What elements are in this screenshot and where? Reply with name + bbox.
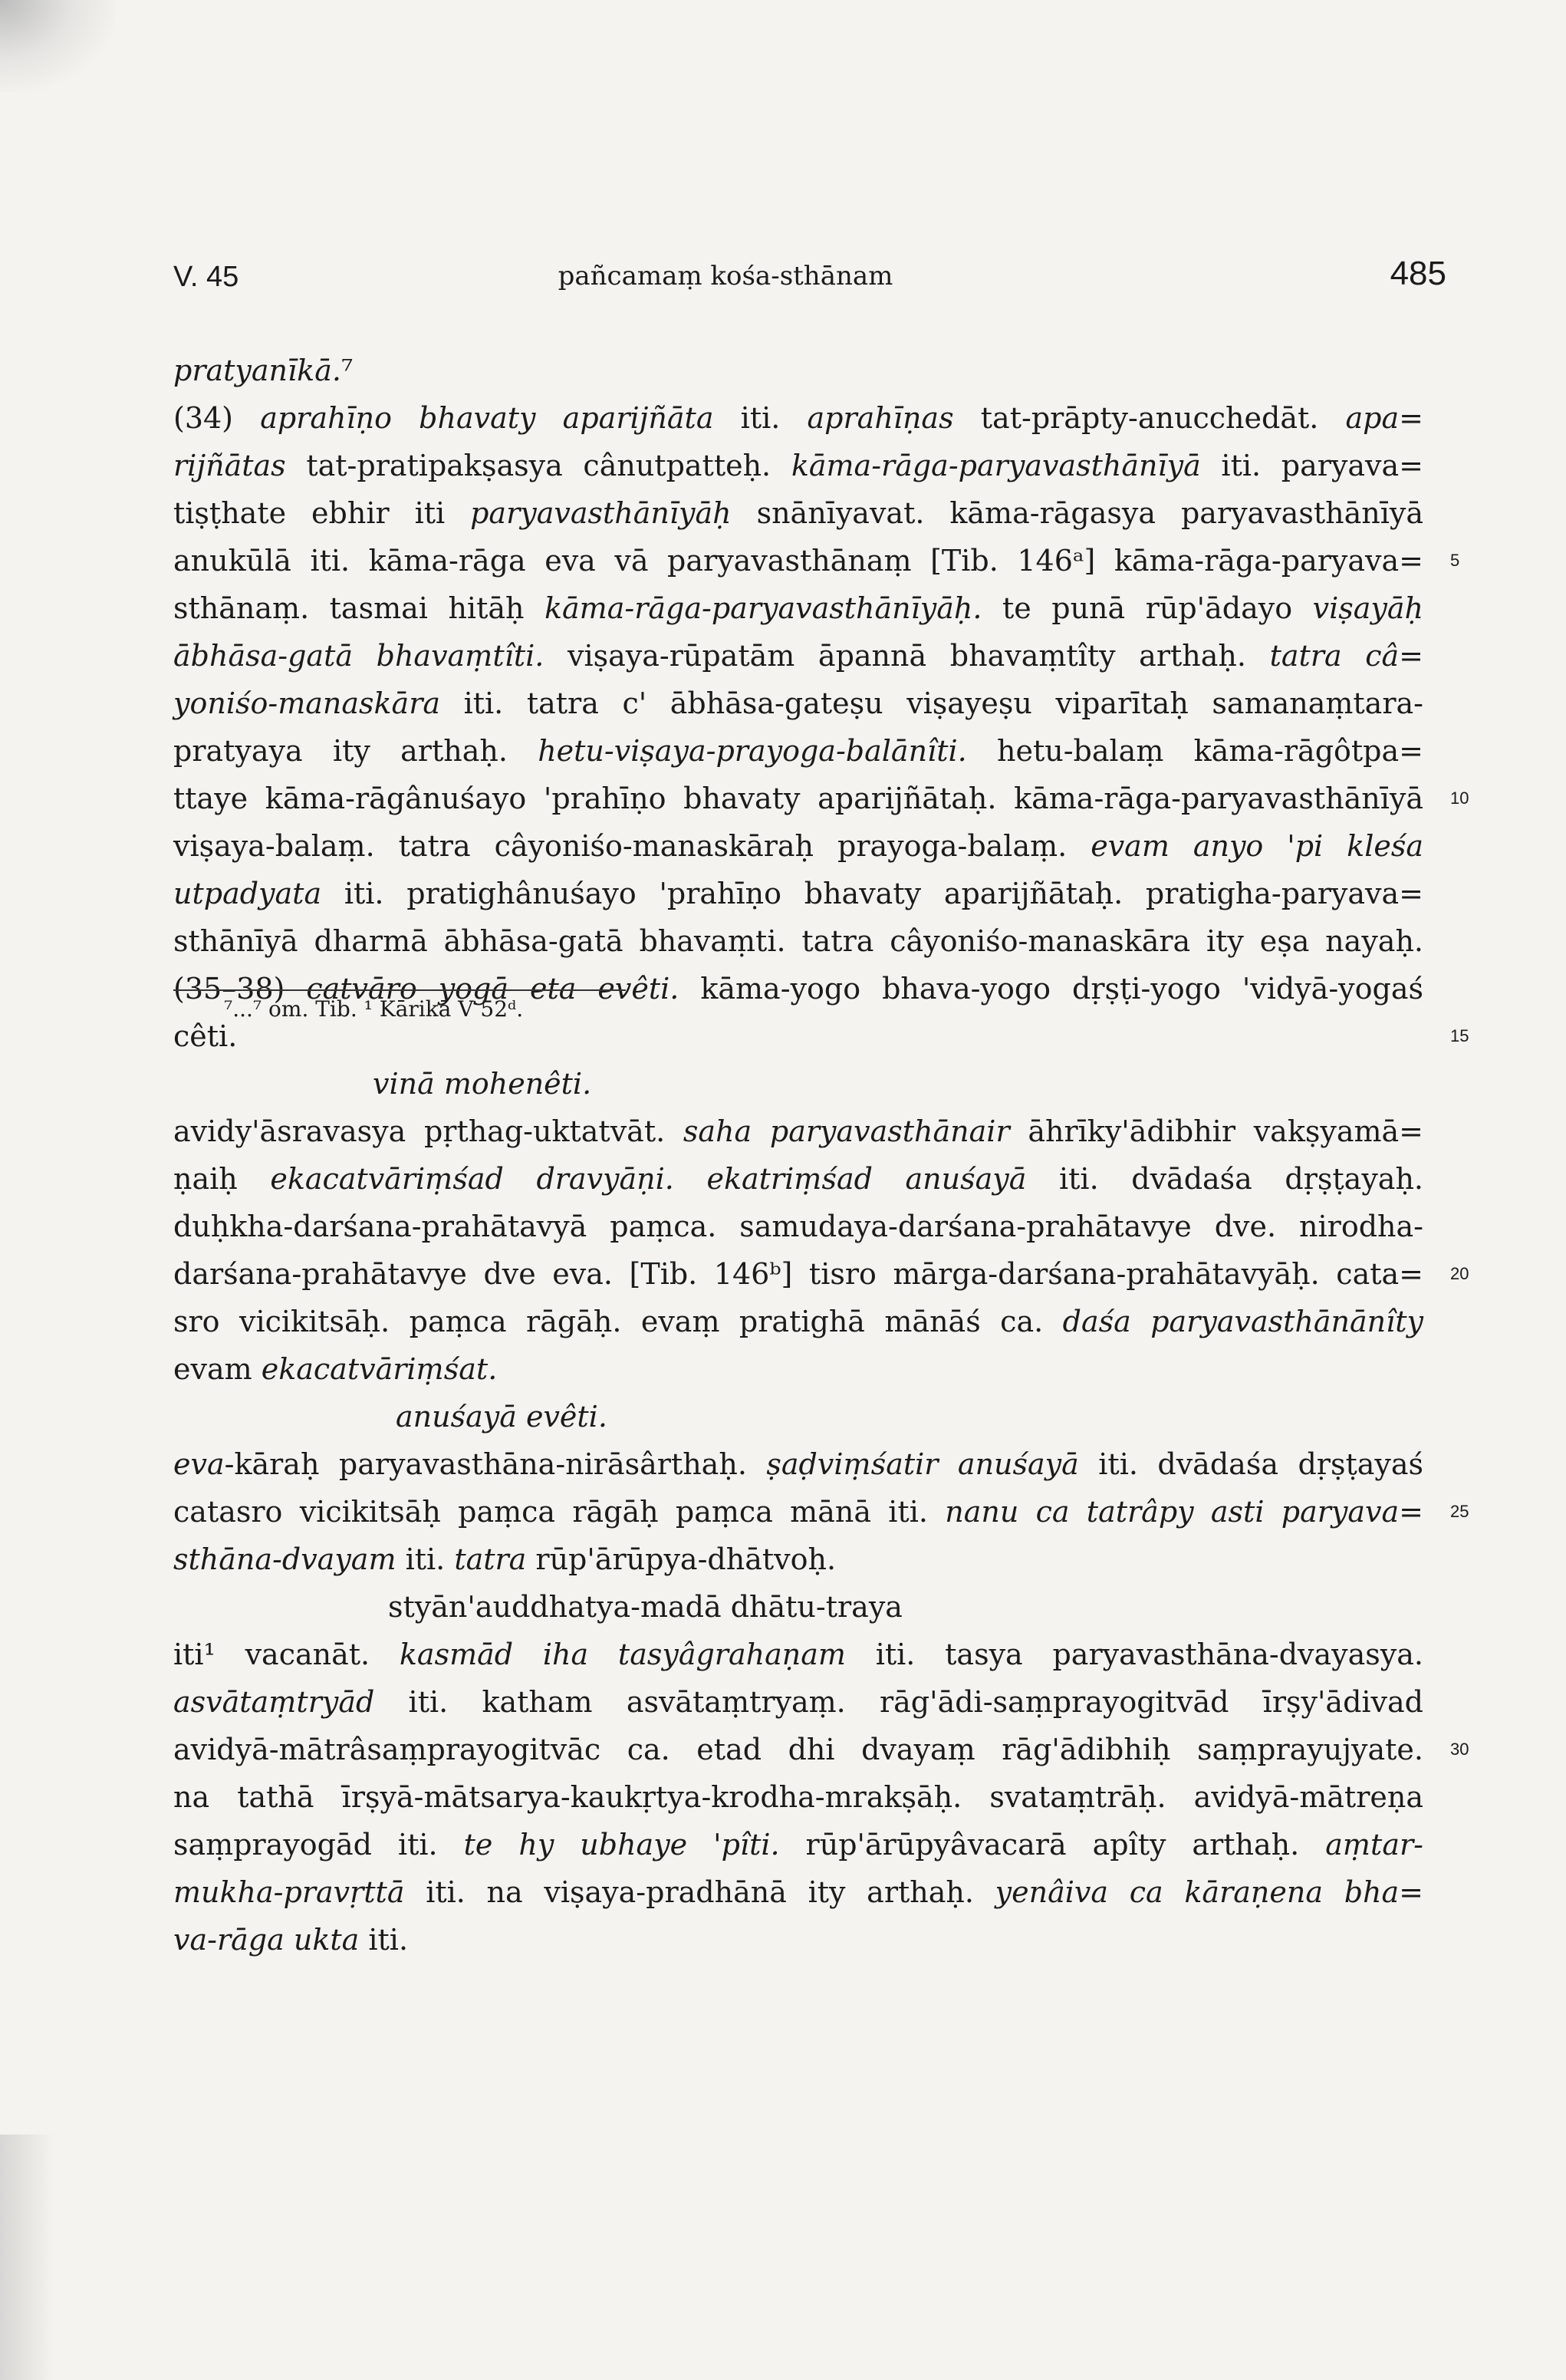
italic-segment: eva bbox=[173, 1447, 225, 1481]
text-segment: āhrīky'ādibhir vakṣyamā= bbox=[1009, 1114, 1424, 1148]
text-line bbox=[173, 1916, 1423, 1964]
italic-segment: mukha-pravṛttā bbox=[173, 1875, 405, 1909]
italic-segment: viṣayāḥ bbox=[1312, 591, 1423, 625]
text-segment: ttaye kāma-rāgânuśayo 'prahīṇo bhavaty aparijñātaḥ. kāma-rāga-paryavasthānīyā bbox=[173, 782, 1423, 815]
italic-segment: kasmād iha tasyâgrahaṇam bbox=[399, 1638, 846, 1671]
text-segment: avidy'āsravasya pṛthag-uktatvāt. bbox=[173, 1114, 683, 1148]
text-segment: duḥkha-darśana-prahātavyā paṃca. samudaya-darśana-prahātavye dve. nirodha- bbox=[173, 1210, 1423, 1243]
italic-segment: pratyanīkā. bbox=[173, 354, 341, 387]
line-number: 20 bbox=[1450, 1264, 1469, 1283]
line-number: 30 bbox=[1450, 1740, 1469, 1759]
text-line bbox=[173, 727, 1423, 775]
text-line bbox=[173, 1203, 1423, 1250]
text-line bbox=[173, 632, 1423, 680]
text-line bbox=[173, 1583, 1423, 1631]
text-segment: te punā rūp'ādayo bbox=[982, 591, 1313, 625]
italic-segment: ekacatvāriṃśat. bbox=[261, 1352, 498, 1386]
text-segment: iti. pratighânuśayo 'prahīṇo bhavaty aparijñātaḥ. pratigha-paryava= bbox=[321, 877, 1423, 910]
line-number: 15 bbox=[1450, 1026, 1469, 1045]
text-line bbox=[173, 775, 1469, 822]
italic-segment: hetu-viṣaya-prayoga-balānîti. bbox=[538, 734, 967, 768]
text-line bbox=[173, 1060, 1423, 1108]
text-line bbox=[173, 822, 1423, 870]
text-line bbox=[173, 1155, 1423, 1203]
text-segment: pratyaya ity arthaḥ. bbox=[173, 734, 538, 768]
italic-segment: ekatriṃśad anuśayā bbox=[706, 1162, 1027, 1196]
text-line bbox=[173, 1773, 1423, 1821]
text-segment: iti. paryava= bbox=[1200, 449, 1423, 482]
italic-segment: aprahīṇas bbox=[807, 401, 954, 435]
italic-segment: yoniśo-manaskāra bbox=[173, 686, 441, 720]
text-line bbox=[173, 1250, 1469, 1298]
scan-shadow-bottom bbox=[0, 2135, 54, 2380]
italic-segment: ṣaḍviṃśatir anuśayā bbox=[766, 1447, 1079, 1481]
italic-segment: te hy ubhaye 'pîti. bbox=[463, 1828, 780, 1862]
text-line bbox=[173, 347, 1423, 394]
italic-segment: ābhāsa-gatā bhavaṃtîti. bbox=[173, 639, 544, 673]
text-line bbox=[173, 1678, 1423, 1726]
text-line bbox=[173, 917, 1423, 965]
text-segment: tat-pratipakṣasya cânutpatteḥ. bbox=[285, 449, 791, 482]
text-line bbox=[173, 1440, 1423, 1488]
text-segment: iti. katham asvātaṃtryaṃ. rāg'ādi-saṃprayogitvād īrṣy'ādivad bbox=[374, 1685, 1423, 1719]
italic-segment: evam anyo 'pi kleśa bbox=[1091, 829, 1423, 863]
italic-segment: vinā mohenêti. bbox=[373, 1067, 592, 1101]
text-segment: tiṣṭhate ebhir iti bbox=[173, 496, 471, 530]
text-line bbox=[173, 394, 1423, 442]
section-ref: V. 45 bbox=[173, 261, 239, 293]
text-segment: na tathā īrṣyā-mātsarya-kaukṛtya-krodha-mrakṣāḥ. svataṃtrāḥ. avidyā-mātreṇa bbox=[173, 1780, 1423, 1814]
text-line bbox=[173, 1631, 1423, 1678]
line-number: 25 bbox=[1450, 1502, 1469, 1521]
italic-segment: sthāna-dvayam bbox=[173, 1542, 396, 1576]
italic-segment: aprahīṇo bhavaty aparijñāta bbox=[260, 401, 714, 435]
text-line bbox=[173, 870, 1423, 917]
text-segment: iti. na viṣaya-pradhānā ity arthaḥ. bbox=[404, 1875, 995, 1909]
text-line bbox=[173, 584, 1423, 632]
italic-segment: aṃtar- bbox=[1325, 1828, 1423, 1862]
italic-segment: paryavasthānīyāḥ bbox=[470, 496, 732, 530]
italic-segment: ekacatvāriṃśad dravyāṇi. bbox=[270, 1162, 674, 1196]
text-segment: iti. tatra c' ābhāsa-gateṣu viṣayeṣu viparītaḥ samanaṃtara- bbox=[440, 686, 1423, 720]
italic-segment: tatra bbox=[454, 1542, 527, 1576]
text-segment: styān'auddhatya-madā dhātu-traya bbox=[388, 1590, 903, 1624]
text-segment: iti. bbox=[713, 401, 808, 435]
line-number: 10 bbox=[1450, 788, 1469, 808]
text-line bbox=[173, 442, 1423, 489]
italic-segment: tatra câ= bbox=[1269, 639, 1423, 673]
text-line bbox=[173, 1868, 1423, 1916]
text-line bbox=[173, 1393, 1423, 1440]
italic-segment: apa= bbox=[1345, 401, 1424, 435]
text-segment: hetu-balaṃ kāma-rāgôtpa= bbox=[966, 734, 1423, 768]
footnote-rule bbox=[173, 989, 626, 991]
text-line bbox=[173, 1488, 1469, 1536]
text-segment: iti. bbox=[396, 1542, 455, 1576]
text-segment: iti. dvādaśa dṛṣṭayaḥ. bbox=[1026, 1162, 1423, 1196]
text-line bbox=[173, 1536, 1423, 1583]
text-segment: (35–38) bbox=[173, 972, 307, 1006]
text-segment bbox=[674, 1162, 707, 1196]
text-segment: iti. dvādaśa dṛṣṭayaś bbox=[1078, 1447, 1423, 1481]
text-segment: rūp'ārūpya-dhātvoḥ. bbox=[526, 1542, 837, 1576]
main-text bbox=[173, 347, 1469, 1964]
italic-segment: saha paryavasthānair bbox=[683, 1114, 1010, 1148]
italic-segment: asvātaṃtryād bbox=[173, 1685, 375, 1719]
text-segment: snānīyavat. kāma-rāgasya paryavasthānīyā bbox=[731, 496, 1423, 530]
text-segment: (34) bbox=[173, 401, 261, 435]
italic-segment: rijñātas bbox=[173, 449, 286, 482]
text-segment: rūp'ārūpyâvacarā apîty arthaḥ. bbox=[779, 1828, 1326, 1862]
text-line bbox=[173, 537, 1460, 584]
text-line bbox=[173, 680, 1423, 727]
italic-segment: utpadyata bbox=[173, 877, 322, 910]
text-segment: viṣaya-balaṃ. tatra câyoniśo-manaskāraḥ prayoga-balaṃ. bbox=[173, 829, 1091, 863]
text-segment: avidyā-mātrâsaṃprayogitvāc ca. etad dhi dvayaṃ rāg'ādibhiḥ saṃprayujyate. bbox=[173, 1733, 1423, 1766]
text-segment: tat-prāpty-anucchedāt. bbox=[953, 401, 1346, 435]
text-segment: ⁷ bbox=[341, 354, 354, 387]
text-segment: anukūlā iti. kāma-rāga eva vā paryavasthānaṃ [Tib. 146ᵃ] kāma-rāga-paryava= bbox=[173, 544, 1423, 578]
text-line bbox=[173, 1821, 1423, 1868]
text-line bbox=[173, 1298, 1423, 1345]
text-segment: viṣaya-rūpatām āpannā bhavaṃtîty arthaḥ. bbox=[544, 639, 1270, 673]
text-segment: sthānaṃ. tasmai hitāḥ bbox=[173, 591, 544, 625]
page-number: 485 bbox=[1390, 255, 1446, 292]
text-line bbox=[173, 489, 1423, 537]
italic-segment: daśa paryavasthānānîty bbox=[1062, 1305, 1423, 1338]
text-segment: kāma-yogo bhava-yogo dṛṣṭi-yogo 'vidyā-yogaś bbox=[679, 972, 1423, 1006]
text-segment: iti¹ vacanāt. bbox=[173, 1638, 400, 1671]
text-segment: sro vicikitsāḥ. paṃca rāgāḥ. evaṃ pratighā mānāś ca. bbox=[173, 1305, 1063, 1338]
scan-shadow bbox=[0, 0, 115, 92]
running-header bbox=[173, 253, 1446, 307]
text-segment: iti. bbox=[359, 1923, 409, 1957]
text-line bbox=[173, 1345, 1423, 1393]
text-segment: evam bbox=[173, 1352, 262, 1386]
italic-segment: nanu ca tatrâpy asti paryava= bbox=[945, 1495, 1424, 1529]
italic-segment: kāma-rāga-paryavasthānīyāḥ. bbox=[544, 591, 982, 625]
italic-segment: catvāro yogā eta evêti. bbox=[306, 972, 679, 1006]
italic-segment: yenâiva ca kāraṇena bha= bbox=[995, 1875, 1423, 1909]
running-title: pañcamaṃ kośa-sthānam bbox=[558, 261, 893, 291]
italic-segment: kāma-rāga-paryavasthānīyā bbox=[791, 449, 1201, 482]
italic-segment: anuśayā evêti. bbox=[396, 1400, 607, 1434]
text-segment: darśana-prahātavye dve eva. [Tib. 146ᵇ] tisro mārga-darśana-prahātavyāḥ. cata= bbox=[173, 1257, 1423, 1291]
footnote: ⁷...⁷ om. Tib. ¹ Kārikā V 52ᵈ. bbox=[224, 996, 524, 1022]
text-line bbox=[173, 1726, 1469, 1773]
text-segment: catasro vicikitsāḥ paṃca rāgāḥ paṃca mānā iti. bbox=[173, 1495, 946, 1529]
text-segment: iti. tasya paryavasthāna-dvayasya. bbox=[845, 1638, 1424, 1671]
text-line bbox=[173, 1108, 1423, 1155]
text-segment: ṇaiḥ bbox=[173, 1162, 271, 1196]
text-segment: -kāraḥ paryavasthāna-nirāsârthaḥ. bbox=[224, 1447, 767, 1481]
italic-segment: va-rāga ukta bbox=[173, 1923, 360, 1957]
text-segment: sthānīyā dharmā ābhāsa-gatā bhavaṃti. tatra câyoniśo-manaskāra ity eṣa nayaḥ. bbox=[173, 924, 1423, 958]
text-segment: saṃprayogād iti. bbox=[173, 1828, 464, 1862]
line-number: 5 bbox=[1450, 551, 1460, 570]
text-segment: cêti. bbox=[173, 1019, 238, 1053]
